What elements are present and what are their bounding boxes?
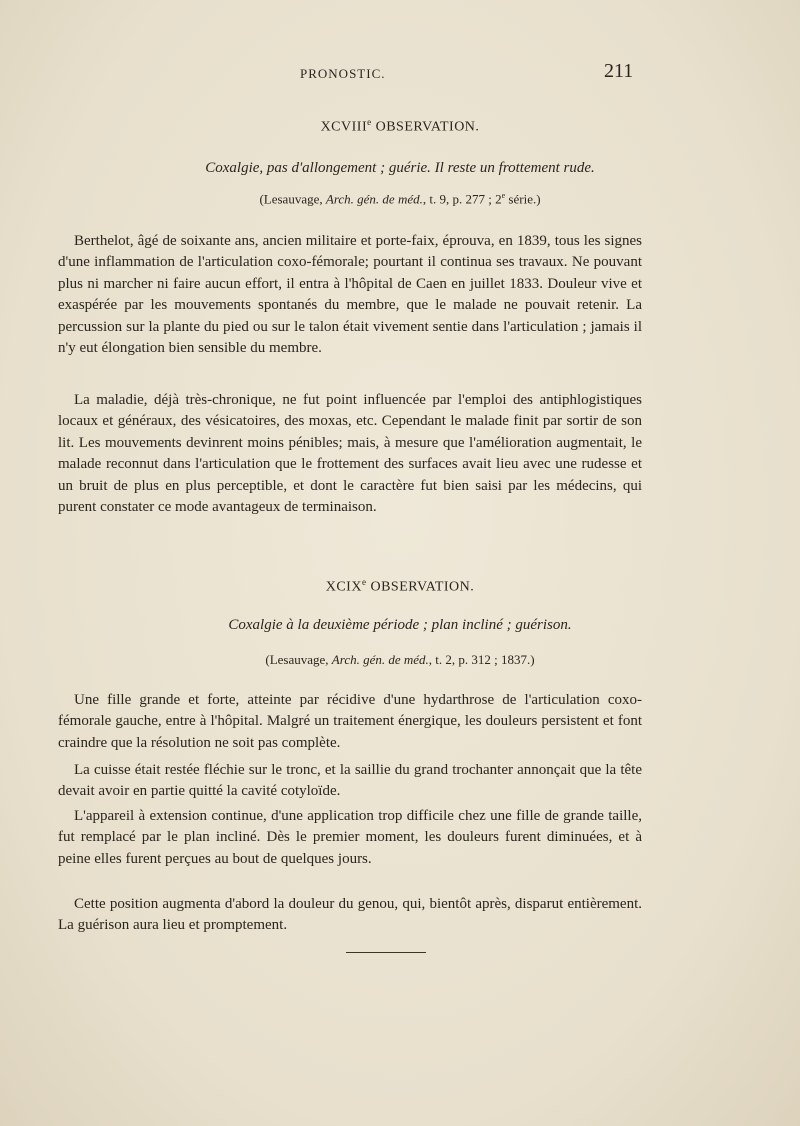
running-title: PRONOSTIC. [300, 66, 386, 81]
paragraph: La maladie, déjà très-chronique, ne fut point influencée par l'emploi des antiphlogistiques locaux et généraux, des vésicatoires, des moxas, etc. Cependant le malade finit par sortir de son lit. Les mouvements devinrent moins pénibles; mais, à mesure que l'amélioration augmentait, le malade reconnut dans l'articulation que le frottement des surfaces avait lieu avec une rudesse et un bruit de plus en plus perceptible, et dont le caractère fut bien saisi par les médecins, qui purent constater ce mode avantageux de terminaison. [58, 392, 642, 516]
observation-numeral-sup: e [367, 117, 372, 127]
observation-title-98 [0, 117, 800, 136]
observation-numeral: XCIX [325, 579, 362, 595]
section-end-rule [346, 952, 426, 953]
paragraph: La cuisse était restée fléchie sur le tronc, et la saillie du grand trochanter annonçait que la tête devait avoir en partie quitté la cavité cotyloïde. [58, 762, 642, 800]
observation-subtitle-98: Coxalgie, pas d'allongement ; guérie. Il reste un frottement rude. [205, 160, 595, 176]
reference-journal: Arch. gén. de méd. [325, 191, 423, 207]
paragraph: Berthelot, âgé de soixante ans, ancien militaire et porte-faix, éprouva, en 1839, tous les signes d'une inflammation de l'articulation coxo-fémorale; pourtant il continua ses travaux. Ne pouvant plus ni marcher ni faire aucun effort, il entra à l'hôpital de Caen en juillet 1833. Douleur vive et exaspérée par les mouvements spontanés du membre, que le malade ne pouvait retenir. La percussion sur la plante du pied ou sur le talon était vivement sentie dans l'articulation ; jamais il n'y eut élongation bien sensible du membre. [58, 233, 642, 357]
paragraph: L'appareil à extension continue, d'une application trop difficile chez une fille de grande taille, fut remplacé par le plan incliné. Dès le premier moment, les douleurs furent diminuées, et à peine elles furent perçues au bout de quelques jours. [58, 808, 642, 867]
paragraph: Une fille grande et forte, atteinte par récidive d'une hydarthrose de l'articulation coxo-fémorale gauche, entre à l'hôpital. Malgré un traitement énergique, les douleurs persistent et font craindre que la résolution ne soit pas complète. [58, 692, 642, 751]
paragraph: Cette position augmenta d'abord la douleur du genou, qui, bientôt après, disparut entièrement. La guérison aura lieu et promptement. [58, 896, 642, 934]
observation-label: OBSERVATION. [371, 119, 480, 135]
reference-sup: e [501, 191, 506, 200]
observation-title-99 [0, 577, 800, 596]
observation-subtitle-99: Coxalgie à la deuxième période ; plan incliné ; guérison. [228, 617, 572, 633]
reference-prefix: (Lesauvage, [259, 191, 326, 207]
reference-prefix: (Lesauvage, [265, 652, 332, 667]
running-head [0, 60, 800, 86]
reference-suffix: série.) [505, 191, 541, 207]
observation-reference-99 [0, 652, 800, 668]
observation-reference-98 [0, 191, 800, 207]
observation-numeral: XCVIII [320, 119, 368, 135]
observation-numeral-sup: e [361, 577, 367, 587]
observation-label: OBSERVATION. [366, 579, 475, 595]
reference-middle: , t. 9, p. 277 ; 2 [422, 191, 502, 207]
page-number: 211 [604, 60, 634, 82]
reference-suffix: , t. 2, p. 312 ; 1837.) [428, 652, 535, 667]
reference-journal: Arch. gén. de méd. [331, 652, 429, 667]
